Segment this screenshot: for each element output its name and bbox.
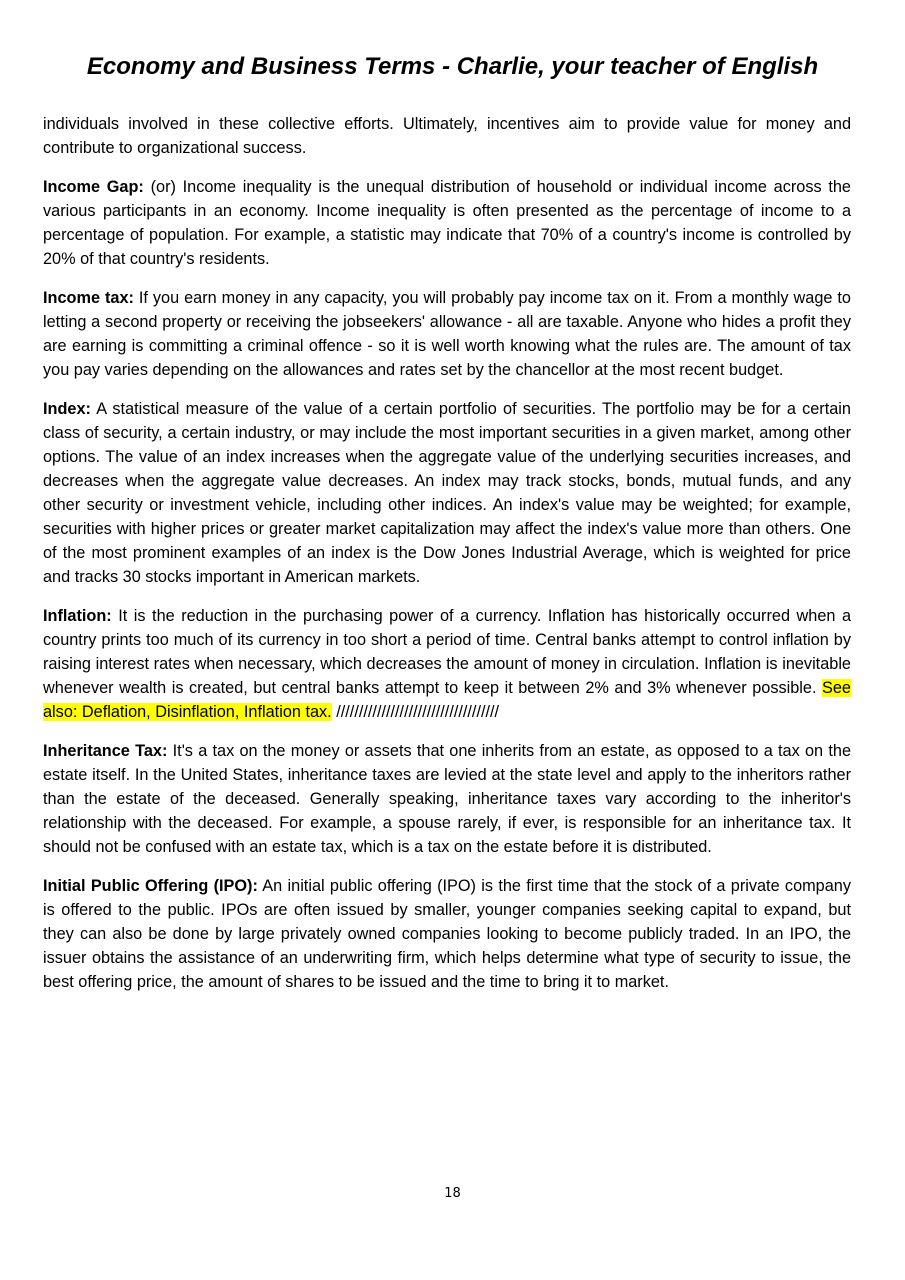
entry-term: Income tax: bbox=[43, 289, 134, 307]
entry-text: It is the reduction in the purchasing power of a currency. Inflation has historically occurred when a country prints too much of its currency in too short a period of time. Central banks attempt to control inflation by raising interest rates when necessary, which decreases the amount of money in circulation. Inflation is inevitable whenever wealth is created, but central banks attempt to keep it between 2% and 3% whenever possible. bbox=[43, 607, 851, 697]
paragraph-continuation bbox=[43, 112, 851, 160]
see-also-highlight: See also: Deflation, Disinflation, Inflation tax. bbox=[43, 679, 851, 721]
entry-inheritance-tax bbox=[43, 739, 851, 859]
entry-text: An initial public offering (IPO) is the first time that the stock of a private company is offered to the public. IPOs are often issued by smaller, younger companies seeking capital to expand, but they can also be done by large privately owned companies looking to become publicly traded. In an IPO, the issuer obtains the assistance of an underwriting firm, which helps determine what type of security to issue, the best offering price, the amount of shares to be issued and the time to bring it to market. bbox=[43, 877, 851, 991]
entry-inflation bbox=[43, 604, 851, 724]
entry-text: If you earn money in any capacity, you will probably pay income tax on it. From a monthly wage to letting a second property or receiving the jobseekers' allowance - all are taxable. Anyone who hides a profit they are earning is committing a criminal offence - so it is well worth knowing what the rules are. The amount of tax you pay varies depending on the allowances and rates set by the chancellor at the most recent budget. bbox=[43, 289, 851, 379]
entry-text: individuals involved in these collective efforts. Ultimately, incentives aim to provide value for money and contribute to organizational success. bbox=[43, 115, 851, 157]
entry-text: (or) Income inequality is the unequal distribution of household or individual income across the various participants in an economy. Income inequality is often presented as the percentage of income to a percentage of population. For example, a statistic may indicate that 70% of a country's income is controlled by 20% of that country's residents. bbox=[43, 178, 851, 268]
entry-term: Inflation: bbox=[43, 607, 112, 625]
document-body bbox=[43, 112, 851, 1009]
entry-term: Index: bbox=[43, 400, 91, 418]
entry-index bbox=[43, 397, 851, 589]
page-number: 18 bbox=[444, 1186, 461, 1201]
entry-term: Initial Public Offering (IPO): bbox=[43, 877, 258, 895]
entry-ipo bbox=[43, 874, 851, 994]
page-title: Economy and Business Terms - Charlie, your teacher of English bbox=[86, 53, 819, 80]
entry-text: A statistical measure of the value of a certain portfolio of securities. The portfolio may be for a certain class of security, a certain industry, or may include the most important securities in a given market, among other options. The value of an index increases when the aggregate value of the underlying securities increases, and decreases when the aggregate value decreases. An index may track stocks, bonds, mutual funds, and any other security or investment vehicle, including other indices. An index's value may be weighted; for example, securities with higher prices or greater market capitalization may affect the index's value more than others. One of the most prominent examples of an index is the Dow Jones Industrial Average, which is weighted for price and tracks 30 stocks important in American markets. bbox=[43, 400, 851, 586]
entry-term: Income Gap: bbox=[43, 178, 144, 196]
slash-separator: //////////////////////////////////// bbox=[331, 703, 500, 721]
entry-text: It's a tax on the money or assets that one inherits from an estate, as opposed to a tax on the estate itself. In the United States, inheritance taxes are levied at the state level and apply to the inheritors rather than the estate of the deceased. Generally speaking, inheritance taxes vary according to the inheritor's relationship with the deceased. For example, a spouse rarely, if ever, is responsible for an inheritance tax. It should not be confused with an estate tax, which is a tax on the estate before it is distributed. bbox=[43, 742, 851, 856]
entry-income-tax bbox=[43, 286, 851, 382]
entry-term: Inheritance Tax: bbox=[43, 742, 168, 760]
entry-income-gap bbox=[43, 175, 851, 271]
